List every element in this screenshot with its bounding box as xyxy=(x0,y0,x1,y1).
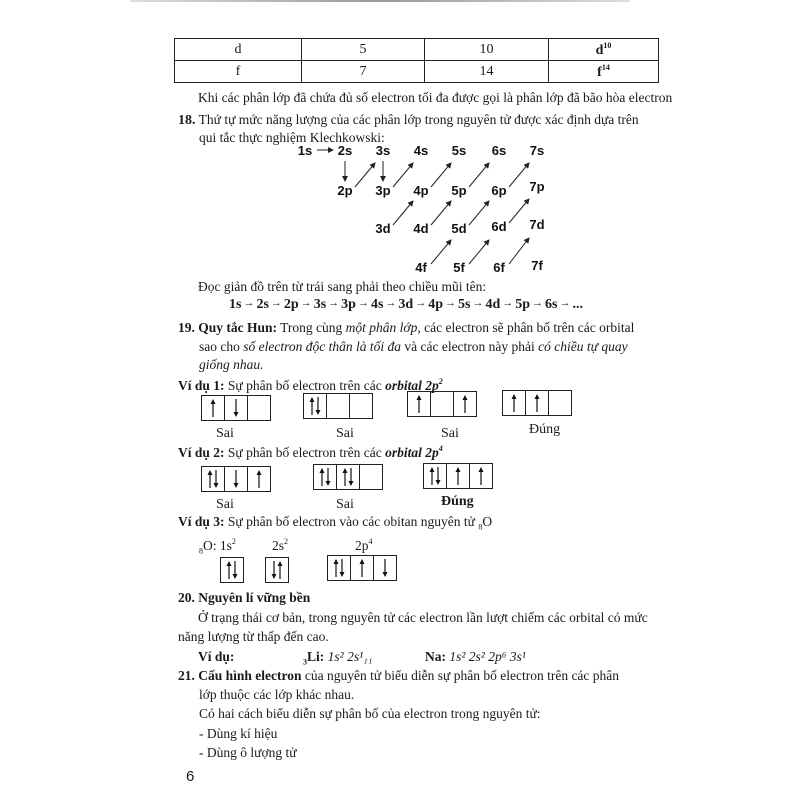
orbital-sup: 4 xyxy=(438,444,443,453)
oxygen-prefix xyxy=(199,537,236,556)
saturated-note: Khi các phân lớp đã chứa đủ số electron tối đa được gọi là phân lớp đã bão hòa electron xyxy=(198,90,673,105)
sequence-item: 4p xyxy=(428,297,443,312)
klechkowski-diagram xyxy=(290,135,570,285)
orbital-cell xyxy=(225,396,248,420)
table-row xyxy=(175,39,659,61)
orbital-label: orbital 2p xyxy=(385,378,439,393)
diagram-label-7f: 7f xyxy=(531,258,543,273)
diagram-arrow xyxy=(431,240,451,264)
spin-up-arrow-icon xyxy=(463,395,468,413)
orbital-cell xyxy=(221,558,243,582)
text: sao cho xyxy=(199,339,244,354)
orbital-box-group xyxy=(265,557,289,583)
arrow-icon: → xyxy=(357,297,369,309)
sublevel-label: 2s xyxy=(272,538,285,553)
lithium-config xyxy=(303,649,373,667)
atomic-number: 8 xyxy=(478,522,483,532)
bullet-item: - Dùng ô lượng tử xyxy=(199,745,297,760)
orbital-cell xyxy=(304,394,327,418)
verdict-label: Đúng xyxy=(441,494,474,509)
orbital-sup: 2 xyxy=(438,377,443,386)
diagram-arrow xyxy=(469,163,489,187)
text: Sự phân bố electron vào các obitan nguyên tử xyxy=(224,514,479,529)
text: Trong cùng xyxy=(277,320,346,335)
section-19-line1 xyxy=(178,320,634,336)
spin-down-arrow-icon xyxy=(272,561,277,579)
diagram-label-3s: 3s xyxy=(375,143,391,158)
orbital-box-group xyxy=(407,391,477,417)
spin-up-arrow-icon xyxy=(512,394,517,412)
diagram-arrow xyxy=(469,201,489,225)
diagram-label-4d: 4d xyxy=(413,221,429,236)
orbital-cell xyxy=(447,464,470,488)
spin-up-arrow-icon xyxy=(310,397,315,415)
orbital-box-group xyxy=(327,555,397,581)
section-20-line1: Ở trạng thái cơ bản, trong nguyên tử các electron lần lượt chiếm các orbital có mức xyxy=(198,610,648,625)
table-cell: 10 xyxy=(425,39,549,61)
section-number: 20. xyxy=(178,590,195,605)
orbital-cell xyxy=(503,391,526,415)
bullet-item: - Dùng kí hiệu xyxy=(199,726,278,741)
sublevel-sup: 2 xyxy=(284,537,289,546)
orbital-cell xyxy=(314,465,337,489)
notation-base: f xyxy=(597,64,602,80)
verdict-label: Sai xyxy=(441,426,459,441)
sublevel-table xyxy=(174,38,659,83)
sequence-item: 3p xyxy=(341,297,356,312)
notation-sup: 10 xyxy=(603,40,612,50)
diagram-label-5f: 5f xyxy=(453,260,465,275)
diagram-arrow xyxy=(509,238,529,264)
diagram-label-6d: 6d xyxy=(491,219,507,234)
verdict-label: Đúng xyxy=(529,422,561,437)
arrow-icon: → xyxy=(445,297,456,309)
spin-down-arrow-icon xyxy=(340,559,345,577)
arrow-icon: → xyxy=(415,297,427,309)
spin-up-arrow-icon xyxy=(360,559,365,577)
arrow-icon: → xyxy=(559,297,571,309)
orbital-cell xyxy=(360,465,382,489)
section-18-line1 xyxy=(178,112,639,129)
orbital-cell xyxy=(328,556,351,580)
example-label: Ví dụ 2: xyxy=(178,445,225,460)
section-21-line2: lớp thuộc các lớp khác nhau. xyxy=(199,687,355,702)
diagram-label-2s: 2s xyxy=(337,143,353,158)
atomic-number: 8 xyxy=(199,546,203,556)
table-cell: d xyxy=(175,39,302,61)
sublevel-2p xyxy=(355,537,373,554)
sequence-ellipsis: ... xyxy=(572,297,583,312)
sublevel-sup: 2 xyxy=(231,537,236,546)
orbital-label: orbital 2p xyxy=(385,445,439,460)
diagram-label-3d: 3d xyxy=(375,221,391,236)
table-cell: 7 xyxy=(302,61,425,83)
diagram-arrow xyxy=(509,163,529,187)
spin-down-arrow-icon xyxy=(233,561,238,579)
diagram-arrow xyxy=(469,240,489,264)
orbital-cell xyxy=(374,556,396,580)
section-title: Quy tắc Hun: xyxy=(198,320,278,335)
orbital-box-group xyxy=(220,557,244,583)
orbital-cell xyxy=(431,392,454,416)
diagram-label-5p: 5p xyxy=(451,183,467,198)
text: Sự phân bố electron trên các xyxy=(224,445,386,460)
diagram-label-6s: 6s xyxy=(491,143,507,158)
orbital-cell xyxy=(248,396,270,420)
orbital-box-group xyxy=(201,466,271,492)
diagram-arrow xyxy=(431,201,451,225)
sequence-item: 3d xyxy=(398,297,414,312)
section-number: 18. xyxy=(178,113,196,128)
orbital-box-group xyxy=(423,463,493,489)
sublevel-label: 1s xyxy=(219,538,232,553)
sequence-item: 1s xyxy=(229,297,242,312)
diagram-arrow xyxy=(355,163,375,187)
section-text: Thứ tự mức năng lượng của các phân lớp trong nguyên tử được xác định dựa trên xyxy=(198,112,639,127)
verdict-label: Sai xyxy=(216,426,234,441)
diagram-arrow xyxy=(393,163,413,187)
spin-up-arrow-icon xyxy=(417,395,422,413)
spin-down-arrow-icon xyxy=(214,470,219,488)
sequence-item: 4s xyxy=(370,297,384,312)
orbital-cell xyxy=(549,391,571,415)
spin-down-arrow-icon xyxy=(326,468,331,486)
diagram-label-4f: 4f xyxy=(415,260,427,275)
table-cell: 5 xyxy=(302,39,425,61)
energy-order-sequence xyxy=(229,297,583,313)
orbital-cell xyxy=(526,391,549,415)
arrow-icon: → xyxy=(270,297,282,309)
spin-up-arrow-icon xyxy=(257,470,262,488)
spin-up-arrow-icon xyxy=(208,470,213,488)
orbital-cell xyxy=(202,396,225,420)
orbital-cell xyxy=(337,465,360,489)
diagram-arrow xyxy=(393,201,413,225)
diagram-label-7d: 7d xyxy=(529,217,545,232)
orbital-cell xyxy=(454,392,476,416)
diagram-arrow xyxy=(509,199,529,223)
example-1-heading xyxy=(178,377,443,394)
sequence-item: 6s xyxy=(545,297,558,312)
section-21-line3: Có hai cách biểu diễn sự phân bố của electron trong nguyên tử: xyxy=(199,706,541,721)
orbital-cell xyxy=(424,464,447,488)
table-cell: f xyxy=(175,61,302,83)
orbital-cell xyxy=(350,394,372,418)
electron-config: 1s² 2s² 2p⁶ 3s¹ xyxy=(449,649,526,664)
spin-up-arrow-icon xyxy=(320,468,325,486)
spin-down-arrow-icon xyxy=(383,559,388,577)
diagram-label-7p: 7p xyxy=(529,179,545,194)
text-italic: một phân lớp xyxy=(345,320,418,335)
diagram-label-4s: 4s xyxy=(413,143,429,158)
orbital-cell xyxy=(351,556,374,580)
arrow-icon: → xyxy=(385,297,397,309)
section-21-line1 xyxy=(178,668,619,684)
section-20-line2: năng lượng từ thấp đến cao. xyxy=(178,629,329,644)
diagram-label-5s: 5s xyxy=(451,143,467,158)
section-19-line3: giống nhau. xyxy=(199,357,264,372)
arrow-icon: → xyxy=(502,297,514,309)
sequence-item: 5p xyxy=(515,297,531,312)
notation-base: d xyxy=(595,42,604,58)
sequence-item: 2p xyxy=(283,297,299,312)
example-label: Ví dụ: xyxy=(198,649,235,664)
table-cell-notation xyxy=(549,61,659,83)
sequence-item: 3s xyxy=(313,297,327,312)
orbital-cell xyxy=(266,558,288,582)
orbital-cell xyxy=(327,394,350,418)
spin-up-arrow-icon xyxy=(479,467,484,485)
diagram-label-2p: 2p xyxy=(337,183,353,198)
sublevel-sup: 4 xyxy=(368,537,373,546)
section-number: 21. xyxy=(178,668,195,683)
spin-down-arrow-icon xyxy=(316,397,321,415)
arrow-icon: → xyxy=(300,297,312,309)
verdict-label: Sai xyxy=(216,497,234,512)
sodium-config xyxy=(425,649,526,665)
sublevel-label: 2p xyxy=(355,538,369,553)
atomic-number: 3 xyxy=(303,657,307,667)
example-3-heading xyxy=(178,514,492,532)
table-row xyxy=(175,61,659,83)
page-number: 6 xyxy=(186,768,195,785)
spin-up-arrow-icon xyxy=(227,561,232,579)
spin-up-arrow-icon xyxy=(278,561,283,579)
verdict-label: Sai xyxy=(336,497,354,512)
table-cell-notation xyxy=(549,39,659,61)
spin-up-arrow-icon xyxy=(211,399,216,417)
notation-sup: 14 xyxy=(601,62,610,72)
spin-up-arrow-icon xyxy=(430,467,435,485)
sublevel-2s xyxy=(272,537,288,554)
spin-down-arrow-icon xyxy=(349,468,354,486)
sequence-item: 4d xyxy=(485,297,501,312)
example-label: Ví dụ 3: xyxy=(178,514,225,529)
spin-up-arrow-icon xyxy=(535,394,540,412)
diagram-label-6f: 6f xyxy=(493,260,505,275)
read-note: Đọc giản đồ trên từ trái sang phải theo chiều mũi tên: xyxy=(198,279,487,294)
page-top-edge xyxy=(130,0,630,2)
orbital-box-group xyxy=(502,390,572,416)
diagram-label-4p: 4p xyxy=(413,183,429,198)
orbital-cell xyxy=(470,464,492,488)
atom-symbol: O xyxy=(482,514,493,529)
orbital-box-group xyxy=(313,464,383,490)
text: của nguyên tử biểu diễn sự phân bố electron trên các phân xyxy=(301,668,620,683)
text-italic: số electron độc thân là tối đa xyxy=(243,339,401,354)
orbital-cell xyxy=(248,467,270,491)
spin-up-arrow-icon xyxy=(334,559,339,577)
section-title: Cấu hình electron xyxy=(198,668,302,683)
arrow-icon: → xyxy=(243,297,255,309)
arrow-icon: → xyxy=(532,297,544,309)
section-20-heading xyxy=(178,590,310,606)
table-cell: 14 xyxy=(425,61,549,83)
section-number: 19. xyxy=(178,320,195,335)
spin-down-arrow-icon xyxy=(234,399,239,417)
sequence-item: 2s xyxy=(256,297,269,312)
atom-symbol: Na: xyxy=(425,649,446,664)
arrow-icon: → xyxy=(328,297,340,309)
diagram-label-7s: 7s xyxy=(529,143,545,158)
atom-symbol: O: xyxy=(203,538,220,553)
example-2-heading xyxy=(178,444,443,461)
spin-up-arrow-icon xyxy=(343,468,348,486)
diagram-label-6p: 6p xyxy=(491,183,507,198)
orbital-cell xyxy=(408,392,431,416)
arrow-icon: → xyxy=(472,297,484,309)
text-italic: có chiều tự quay xyxy=(538,339,628,354)
example-label: Ví dụ 1: xyxy=(178,378,225,393)
section-19-line2 xyxy=(199,339,628,355)
atom-symbol: Li: xyxy=(307,649,325,664)
section-18-line2: qui tắc thực nghiệm Klechkowski: xyxy=(199,130,385,145)
orbital-cell xyxy=(225,467,248,491)
diagram-label-3p: 3p xyxy=(375,183,391,198)
orbital-cell xyxy=(202,467,225,491)
sequence-item: 5s xyxy=(458,297,471,312)
verdict-label: Sai xyxy=(336,426,354,441)
text: và các electron này phải xyxy=(400,339,539,354)
orbital-box-group xyxy=(303,393,373,419)
spin-down-arrow-icon xyxy=(234,470,239,488)
diagram-arrow xyxy=(431,163,451,187)
text: Sự phân bố electron trên các xyxy=(224,378,386,393)
text: , các electron sẽ phân bố trên các orbital xyxy=(417,320,635,335)
orbital-box-group xyxy=(201,395,271,421)
spin-down-arrow-icon xyxy=(436,467,441,485)
spin-up-arrow-icon xyxy=(456,467,461,485)
diagram-label-5d: 5d xyxy=(451,221,467,236)
diagram-label-1s: 1s xyxy=(297,143,313,158)
section-title: Nguyên lí vững bền xyxy=(198,590,311,605)
electron-config: 1s² 2s¹₁₁ xyxy=(327,649,373,664)
